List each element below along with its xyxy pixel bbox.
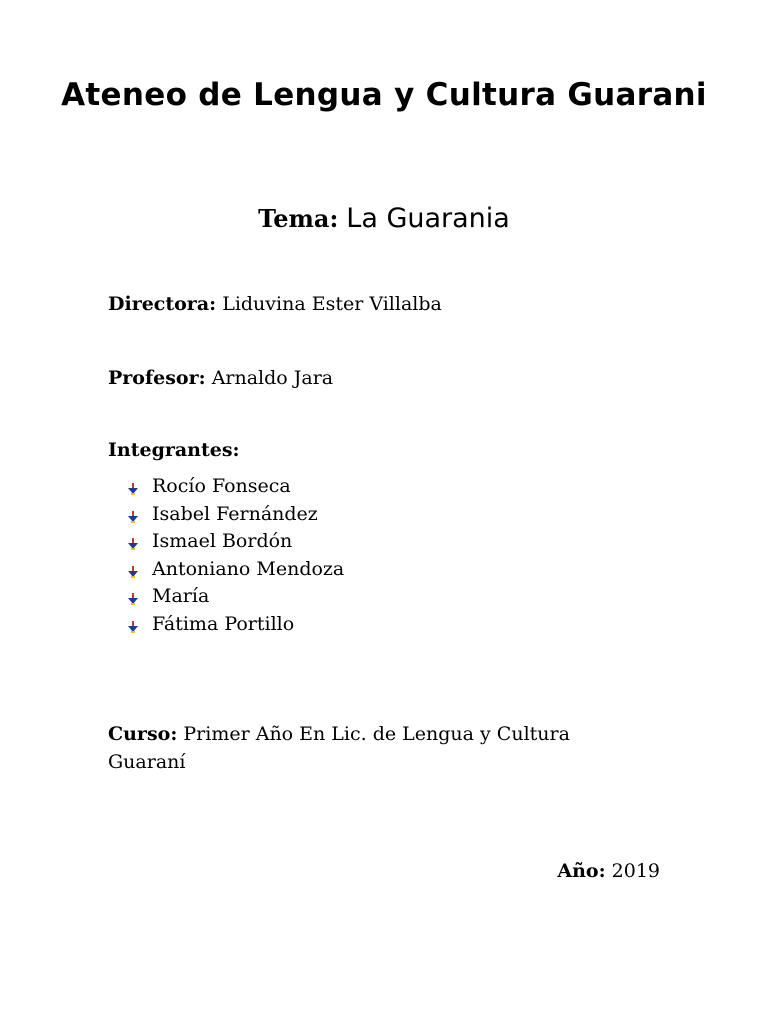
anio-label: Año: <box>557 860 606 882</box>
integrante-name: María <box>152 585 210 607</box>
integrante-name: Ismael Bordón <box>152 530 293 552</box>
curso-value: Primer Año En Lic. de Lengua y Cultura Guaraní <box>108 723 570 773</box>
list-item <box>128 528 344 556</box>
integrantes-list <box>128 473 344 638</box>
directora-label: Directora: <box>108 293 217 315</box>
directora-value: Liduvina Ester Villalba <box>222 293 442 315</box>
integrantes-heading <box>108 436 668 464</box>
integrantes-label: Integrantes: <box>108 439 240 461</box>
integrante-name: Fátima Portillo <box>152 612 295 635</box>
curso-line <box>108 720 648 776</box>
tema-label: Tema: <box>258 204 339 233</box>
directora-line <box>108 290 668 318</box>
list-item <box>128 473 344 501</box>
list-item <box>128 583 344 611</box>
arrow-down-bullet-icon <box>128 621 138 633</box>
arrow-down-bullet-icon <box>128 538 138 550</box>
document-title: Ateneo de Lengua y Cultura Guarani <box>61 77 707 113</box>
curso-label: Curso: <box>108 723 178 745</box>
list-item <box>128 611 344 639</box>
arrow-down-bullet-icon <box>128 566 138 578</box>
integrante-name: Antoniano Mendoza <box>152 557 345 580</box>
arrow-down-bullet-icon <box>128 593 138 605</box>
arrow-down-bullet-icon <box>128 483 138 495</box>
profesor-line <box>108 364 668 392</box>
integrante-name: Rocío Fonseca <box>152 475 291 497</box>
list-item <box>128 556 344 584</box>
tema-line <box>60 202 708 236</box>
profesor-value: Arnaldo Jara <box>211 367 334 389</box>
anio-line <box>557 857 660 885</box>
arrow-down-bullet-icon <box>128 511 138 523</box>
list-item <box>128 501 344 529</box>
tema-value: La Guarania <box>346 203 510 234</box>
anio-value: 2019 <box>611 860 660 882</box>
integrante-name: Isabel Fernández <box>152 502 318 525</box>
profesor-label: Profesor: <box>108 367 206 389</box>
